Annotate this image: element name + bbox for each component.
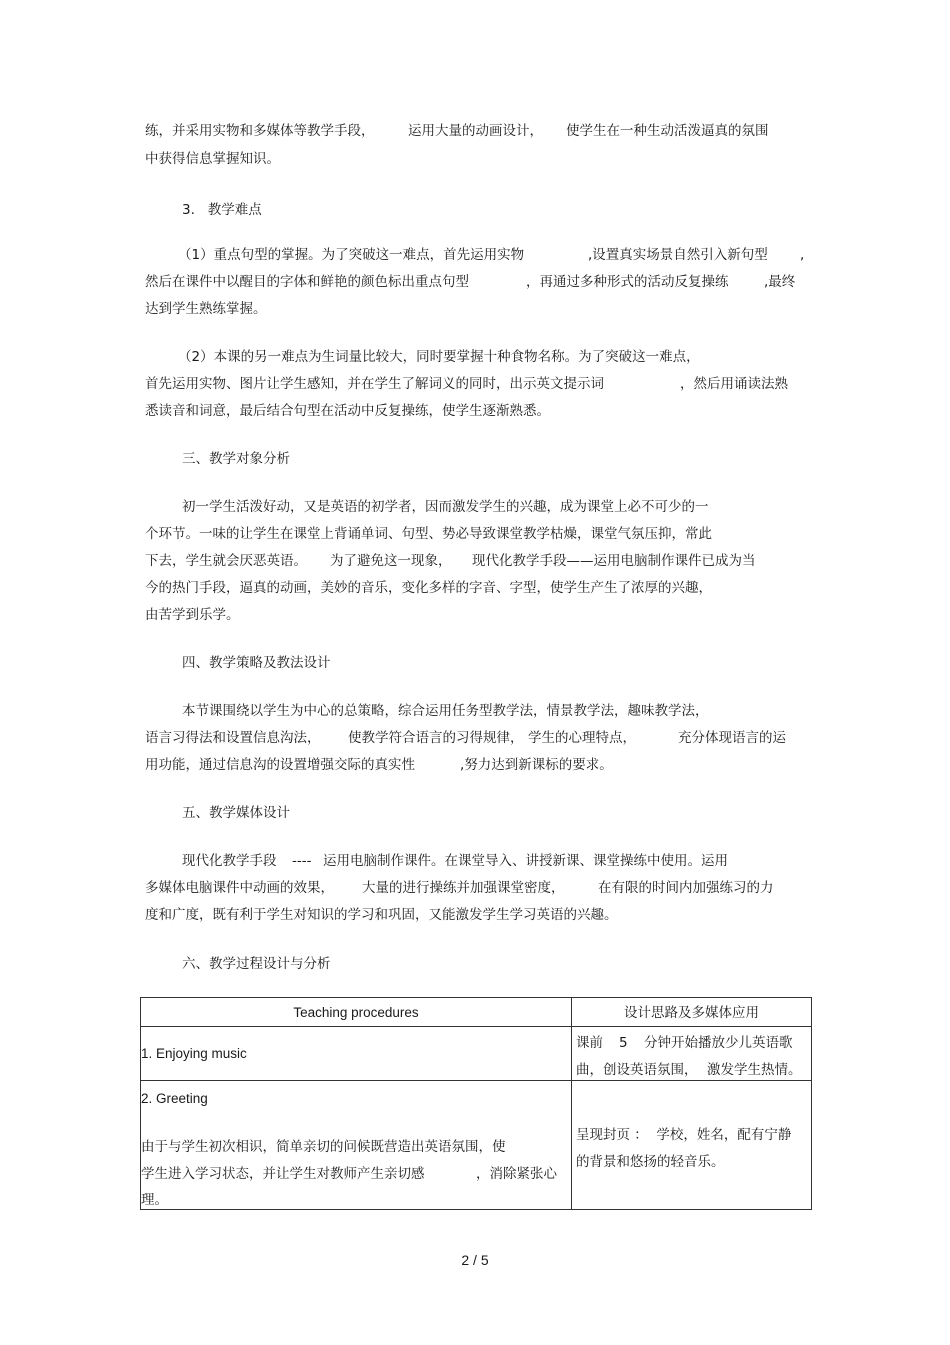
text-segment: 课前 xyxy=(576,1035,603,1051)
text-segment: 初一学生活泼好动，又是英语的初学者，因而激发学生的兴趣，成为课堂上必不可少的一 xyxy=(182,499,709,515)
text-segment: 现代化教学手段 xyxy=(182,853,277,869)
text-segment: 本节课围绕以学生为中心的总策略，综合运用任务型教学法，情景教学法，趣味教学法， xyxy=(182,703,709,719)
text-segment: 理。 xyxy=(141,1192,168,1208)
table-cell xyxy=(141,1027,572,1081)
table-cell xyxy=(572,1081,812,1210)
text-segment: 由苦学到乐学。 xyxy=(145,607,240,623)
table-row xyxy=(141,1081,812,1210)
page-number: 2 / 5 xyxy=(461,1252,489,1268)
text-segment: 为了避免这一现象， xyxy=(330,553,452,569)
heading-student-analysis: 三、教学对象分析 xyxy=(182,451,290,467)
text-segment: 在有限的时间内加强练习的力 xyxy=(598,880,774,896)
text-segment: 达到学生熟练掌握。 xyxy=(145,301,267,317)
text-segment: （1）重点句型的掌握。为了突破这一难点，首先运用实物 xyxy=(178,247,525,263)
text-segment: 现代化教学手段——运用电脑制作课件已成为当 xyxy=(472,553,756,569)
table-header-cell xyxy=(572,998,812,1027)
heading-teaching-difficulty: 3. 教学难点 xyxy=(182,202,262,218)
text-segment: ,最终 xyxy=(764,274,796,290)
text-segment: 激发学生热情。 xyxy=(707,1062,802,1078)
text-segment: 个环节。一味的让学生在课堂上背诵单词、句型、势必导致课堂教学枯燥，课堂气氛压抑，常此 xyxy=(145,526,712,542)
text-segment: ，消除紧张心 xyxy=(476,1166,557,1182)
heading-teaching-strategy: 四、教学策略及教法设计 xyxy=(182,655,331,671)
text-segment: 练，并采用实物和多媒体等教学手段， xyxy=(145,123,375,139)
teaching-procedures-table xyxy=(140,997,812,1210)
table-header-row xyxy=(141,998,812,1027)
text-segment: 使教学符合语言的习得规律， xyxy=(348,730,524,746)
procedure-greeting: 2. Greeting xyxy=(141,1091,208,1106)
text-segment: 由于与学生初次相识，简单亲切的问候既营造出英语氛围，使 xyxy=(141,1139,506,1155)
text-segment: 学生的心理特点， xyxy=(528,730,636,746)
text-segment: 运用大量的动画设计， xyxy=(408,123,543,139)
text-segment: 充分体现语言的运 xyxy=(678,730,786,746)
text-segment: 5 xyxy=(619,1035,628,1051)
text-segment: 的背景和悠扬的轻音乐。 xyxy=(576,1154,725,1170)
text-segment: ，然后用诵读法熟 xyxy=(680,376,788,392)
text-segment: 使学生在一种生动活泼逼真的氛围 xyxy=(566,123,769,139)
table-cell xyxy=(141,1081,572,1210)
text-segment: , xyxy=(800,247,805,263)
text-segment: 悉读音和词意，最后结合句型在活动中反复操练，使学生逐渐熟悉。 xyxy=(145,403,550,419)
procedure-enjoying-music: 1. Enjoying music xyxy=(141,1046,247,1061)
text-segment: ，再通过多种形式的活动反复操练 xyxy=(526,274,729,290)
header-design-notes: 设计思路及多媒体应用 xyxy=(624,1005,759,1021)
text-segment: ,努力达到新课标的要求。 xyxy=(460,757,613,773)
text-segment: 语言习得法和设置信息沟法， xyxy=(145,730,321,746)
header-teaching-procedures: Teaching procedures xyxy=(293,1005,419,1020)
text-segment: 度和广度，既有利于学生对知识的学习和巩固，又能激发学生学习英语的兴趣。 xyxy=(145,907,618,923)
text-segment: 大量的进行操练并加强课堂密度， xyxy=(362,880,565,896)
table-cell xyxy=(572,1027,812,1081)
text-segment: 下去，学生就会厌恶英语。 xyxy=(145,553,307,569)
text-segment: 然后在课件中以醒目的字体和鲜艳的颜色标出重点句型 xyxy=(145,274,469,290)
text-segment: 运用电脑制作课件。在课堂导入、讲授新课、课堂操练中使用。运用 xyxy=(323,853,728,869)
heading-teaching-process: 六、教学过程设计与分析 xyxy=(182,956,331,972)
text-segment: 分钟开始播放少儿英语歌 xyxy=(644,1035,793,1051)
text-segment: ,设置真实场景自然引入新句型 xyxy=(588,247,768,263)
text-segment: 呈现封页 ： 学校，姓名，配有宁静 xyxy=(576,1127,792,1143)
text-segment: 中获得信息掌握知识。 xyxy=(145,151,280,167)
table-row xyxy=(141,1027,812,1081)
text-segment: 首先运用实物、图片让学生感知，并在学生了解词义的同时，出示英文提示词 xyxy=(145,376,604,392)
text-segment: 多媒体电脑课件中动画的效果， xyxy=(145,880,334,896)
text-segment: 学生进入学习状态，并让学生对教师产生亲切感 xyxy=(141,1166,425,1182)
table-header-cell xyxy=(141,998,572,1027)
text-segment: 曲，创设英语氛围， xyxy=(576,1062,698,1078)
text-segment: （2）本课的另一难点为生词量比较大，同时要掌握十种食物名称。为了突破这一难点， xyxy=(178,349,700,365)
heading-media-design: 五、教学媒体设计 xyxy=(182,805,290,821)
text-segment: 今的热门手段，逼真的动画，美妙的音乐，变化多样的字音、字型，使学生产生了浓厚的兴趣， xyxy=(145,580,712,596)
text-segment: ---- xyxy=(292,853,312,869)
text-segment: 用功能，通过信息沟的设置增强交际的真实性 xyxy=(145,757,415,773)
